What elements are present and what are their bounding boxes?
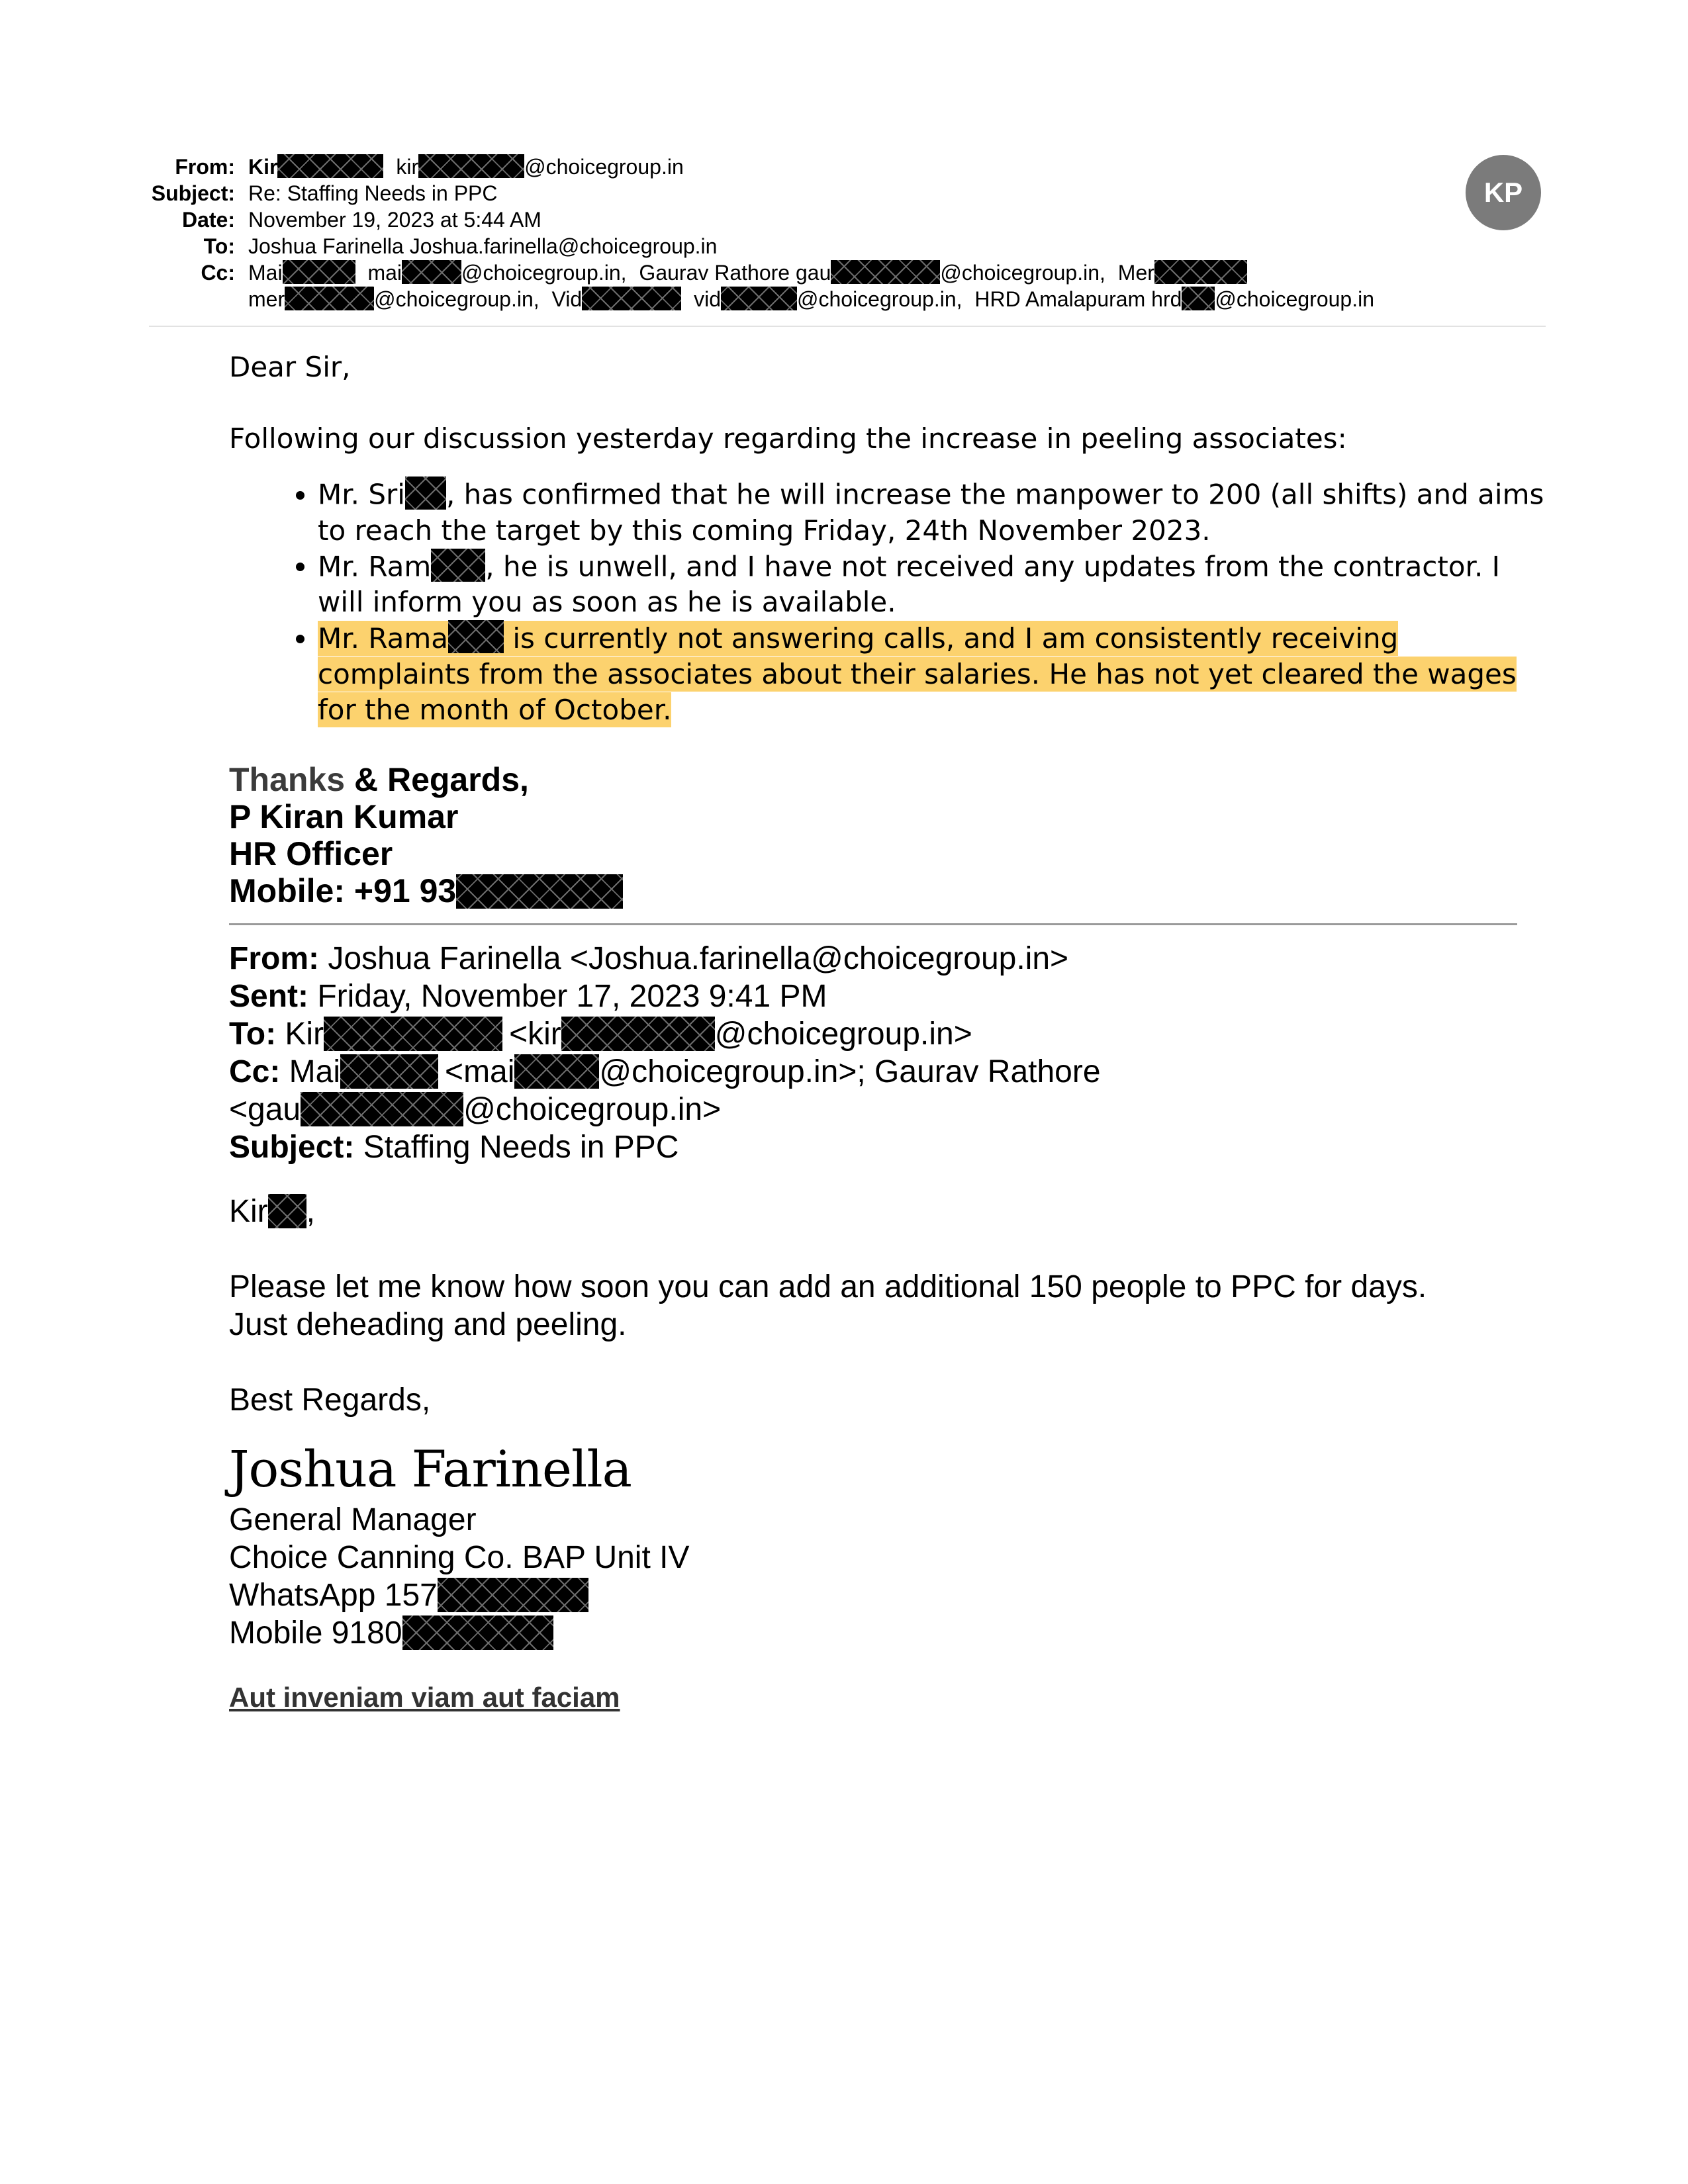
date-value: November 19, 2023 at 5:44 AM bbox=[248, 208, 541, 232]
cc-value[interactable] bbox=[248, 259, 1247, 286]
header-from-row bbox=[149, 154, 1546, 180]
highlighted-text bbox=[318, 621, 1517, 727]
redaction-block bbox=[277, 154, 383, 178]
redaction-block bbox=[1182, 287, 1215, 310]
signature-regards bbox=[229, 761, 623, 798]
date-label: Date: bbox=[181, 208, 235, 232]
quoted-cc-email: <gau bbox=[229, 1092, 301, 1127]
from-email: kir bbox=[396, 155, 419, 179]
quoted-signature-name: Joshua Farinella bbox=[229, 1439, 632, 1498]
redaction-block bbox=[340, 1054, 438, 1089]
quoted-cc-label: Cc: bbox=[229, 1054, 281, 1089]
whatsapp-text: WhatsApp 157 bbox=[229, 1578, 438, 1613]
redaction-block bbox=[561, 1017, 715, 1051]
quoted-signature-whatsapp bbox=[229, 1576, 1546, 1614]
redaction-block bbox=[402, 1615, 553, 1650]
cc-recipient-domain: @choicegroup.in, bbox=[940, 261, 1105, 285]
quoted-signature-company: Choice Canning Co. BAP Unit IV bbox=[229, 1540, 690, 1575]
list-item bbox=[318, 477, 1546, 549]
salutation-text: Kir bbox=[229, 1194, 268, 1229]
quoted-to-name: Kir bbox=[276, 1017, 324, 1052]
bullet-list bbox=[229, 477, 1546, 728]
quoted-cc-rest: @choicegroup.in>; Gaurav Rathore bbox=[599, 1054, 1101, 1089]
quoted-to-email: <kir bbox=[509, 1017, 561, 1052]
cc-recipient-name: Mer bbox=[1117, 261, 1154, 285]
redaction-block bbox=[514, 1054, 599, 1089]
redaction-block bbox=[301, 1092, 463, 1126]
from-value[interactable] bbox=[248, 154, 684, 180]
quoted-cc-domain: @choicegroup.in> bbox=[463, 1092, 722, 1127]
signature-mobile bbox=[229, 872, 623, 909]
cc-label: Cc: bbox=[201, 261, 235, 285]
signature-mobile-text: Mobile: +91 93 bbox=[229, 872, 457, 909]
bullet-text: , he is unwell, and I have not received any updates from the contractor. I will inform you as soon as he is available. bbox=[318, 550, 1501, 619]
quoted-to-domain: @choicegroup.in> bbox=[714, 1017, 972, 1052]
cc-recipient-email: mai bbox=[367, 261, 402, 285]
cc-recipient-domain: @choicegroup.in, bbox=[796, 287, 962, 311]
salutation-end: , bbox=[306, 1194, 316, 1229]
from-email-domain: @choicegroup.in bbox=[524, 155, 684, 179]
header-cc-row bbox=[149, 259, 1546, 286]
cc-recipient-name: Mai bbox=[248, 261, 283, 285]
sender-avatar[interactable]: KP bbox=[1466, 155, 1541, 230]
redaction-block bbox=[582, 287, 681, 310]
quoted-body-line: Please let me know how soon you can add an additional 150 people to PPC for days. bbox=[229, 1269, 1427, 1304]
signature-title: HR Officer bbox=[229, 835, 393, 872]
subject-label: Subject: bbox=[151, 181, 235, 205]
from-label: From: bbox=[175, 155, 235, 179]
signature-name: P Kiran Kumar bbox=[229, 798, 459, 835]
header-date-row bbox=[149, 206, 1546, 233]
quoted-subject-label: Subject: bbox=[229, 1130, 355, 1165]
quoted-sent-value: Friday, November 17, 2023 9:41 PM bbox=[308, 979, 827, 1014]
cc-recipient-email: mer bbox=[248, 287, 285, 311]
quoted-from bbox=[229, 940, 1546, 978]
redaction-block bbox=[268, 1194, 306, 1228]
redaction-block bbox=[324, 1017, 502, 1051]
greeting: Dear Sir, bbox=[229, 351, 351, 383]
cc-recipient-domain: @choicegroup.in, bbox=[374, 287, 539, 311]
quoted-sent bbox=[229, 978, 1546, 1015]
redaction-block bbox=[283, 260, 355, 284]
signature-thanks: Thanks bbox=[229, 761, 346, 798]
header-to-row bbox=[149, 233, 1546, 259]
redaction-block bbox=[448, 620, 504, 653]
list-item bbox=[318, 620, 1546, 728]
quoted-to bbox=[229, 1015, 1546, 1053]
bullet-text: Mr. Rama bbox=[318, 621, 448, 655]
quoted-to-label: To: bbox=[229, 1017, 277, 1052]
cc-recipient-email: vid bbox=[694, 287, 721, 311]
cc-recipient-domain: @choicegroup.in bbox=[1215, 287, 1375, 311]
header-subject-row bbox=[149, 180, 1546, 206]
motto-link[interactable]: Aut inveniam viam aut faciam bbox=[229, 1682, 620, 1713]
list-item bbox=[318, 549, 1546, 621]
from-name: Kir bbox=[248, 155, 278, 179]
redaction-block bbox=[402, 260, 461, 284]
redaction-block bbox=[831, 260, 940, 284]
quoted-cc-email: <mai bbox=[445, 1054, 515, 1089]
header-divider bbox=[149, 326, 1546, 327]
subject-value: Re: Staffing Needs in PPC bbox=[248, 181, 498, 205]
cc-recipient-domain: @choicegroup.in, bbox=[461, 261, 627, 285]
quoted-sent-label: Sent: bbox=[229, 979, 308, 1014]
cc-recipient: HRD Amalapuram hrd bbox=[974, 287, 1182, 311]
cc-recipient-name: Vid bbox=[551, 287, 583, 311]
quoted-body-line: Just deheading and peeling. bbox=[229, 1307, 627, 1342]
redaction-block bbox=[418, 154, 524, 178]
to-value[interactable]: Joshua Farinella Joshua.farinella@choicegroup.in bbox=[248, 234, 718, 258]
quoted-cc-line2 bbox=[229, 1091, 1546, 1128]
redaction-block bbox=[285, 287, 374, 310]
redaction-block bbox=[1154, 260, 1247, 284]
quoted-from-label: From: bbox=[229, 941, 319, 976]
bullet-text: , has confirmed that he will increase the manpower to 200 (all shifts) and aims to reach the target by this coming Friday, 24th November 2023. bbox=[318, 478, 1544, 547]
signature-regards-text: & Regards, bbox=[345, 761, 529, 798]
quoted-signature-mobile bbox=[229, 1614, 1546, 1652]
quoted-subject bbox=[229, 1128, 1546, 1166]
quoted-signature-title: General Manager bbox=[229, 1502, 477, 1537]
bullet-text: Mr. Ram bbox=[318, 550, 432, 583]
redaction-block bbox=[438, 1578, 588, 1612]
email-header bbox=[149, 154, 1546, 312]
redaction-block bbox=[431, 549, 485, 582]
redaction-block bbox=[405, 477, 446, 510]
quoted-cc-name: Mai bbox=[280, 1054, 341, 1089]
redaction-block bbox=[456, 874, 623, 909]
cc-continuation[interactable] bbox=[149, 286, 1546, 312]
quoted-message bbox=[229, 940, 1546, 1716]
reply-body bbox=[229, 349, 1546, 728]
quote-separator bbox=[229, 923, 1517, 925]
bullet-text: is currently not answering calls, and I am consistently receiving complaints from the associates about their salaries. He has not yet cleared the wages for the month of October. bbox=[318, 621, 1517, 726]
bullet-text: Mr. Sri bbox=[318, 478, 405, 511]
cc-recipient: Gaurav Rathore gau bbox=[639, 261, 831, 285]
quoted-cc bbox=[229, 1053, 1546, 1091]
quoted-subject-value: Staffing Needs in PPC bbox=[354, 1130, 679, 1165]
to-label: To: bbox=[203, 234, 235, 258]
quoted-salutation bbox=[229, 1193, 1546, 1230]
redaction-block bbox=[721, 287, 797, 310]
signature-block bbox=[229, 761, 623, 909]
quoted-from-value: Joshua Farinella <Joshua.farinella@choicegroup.in> bbox=[318, 941, 1069, 976]
quoted-closing: Best Regards, bbox=[229, 1383, 431, 1418]
intro-paragraph: Following our discussion yesterday regarding the increase in peeling associates: bbox=[229, 422, 1347, 455]
mobile-text: Mobile 9180 bbox=[229, 1615, 402, 1651]
